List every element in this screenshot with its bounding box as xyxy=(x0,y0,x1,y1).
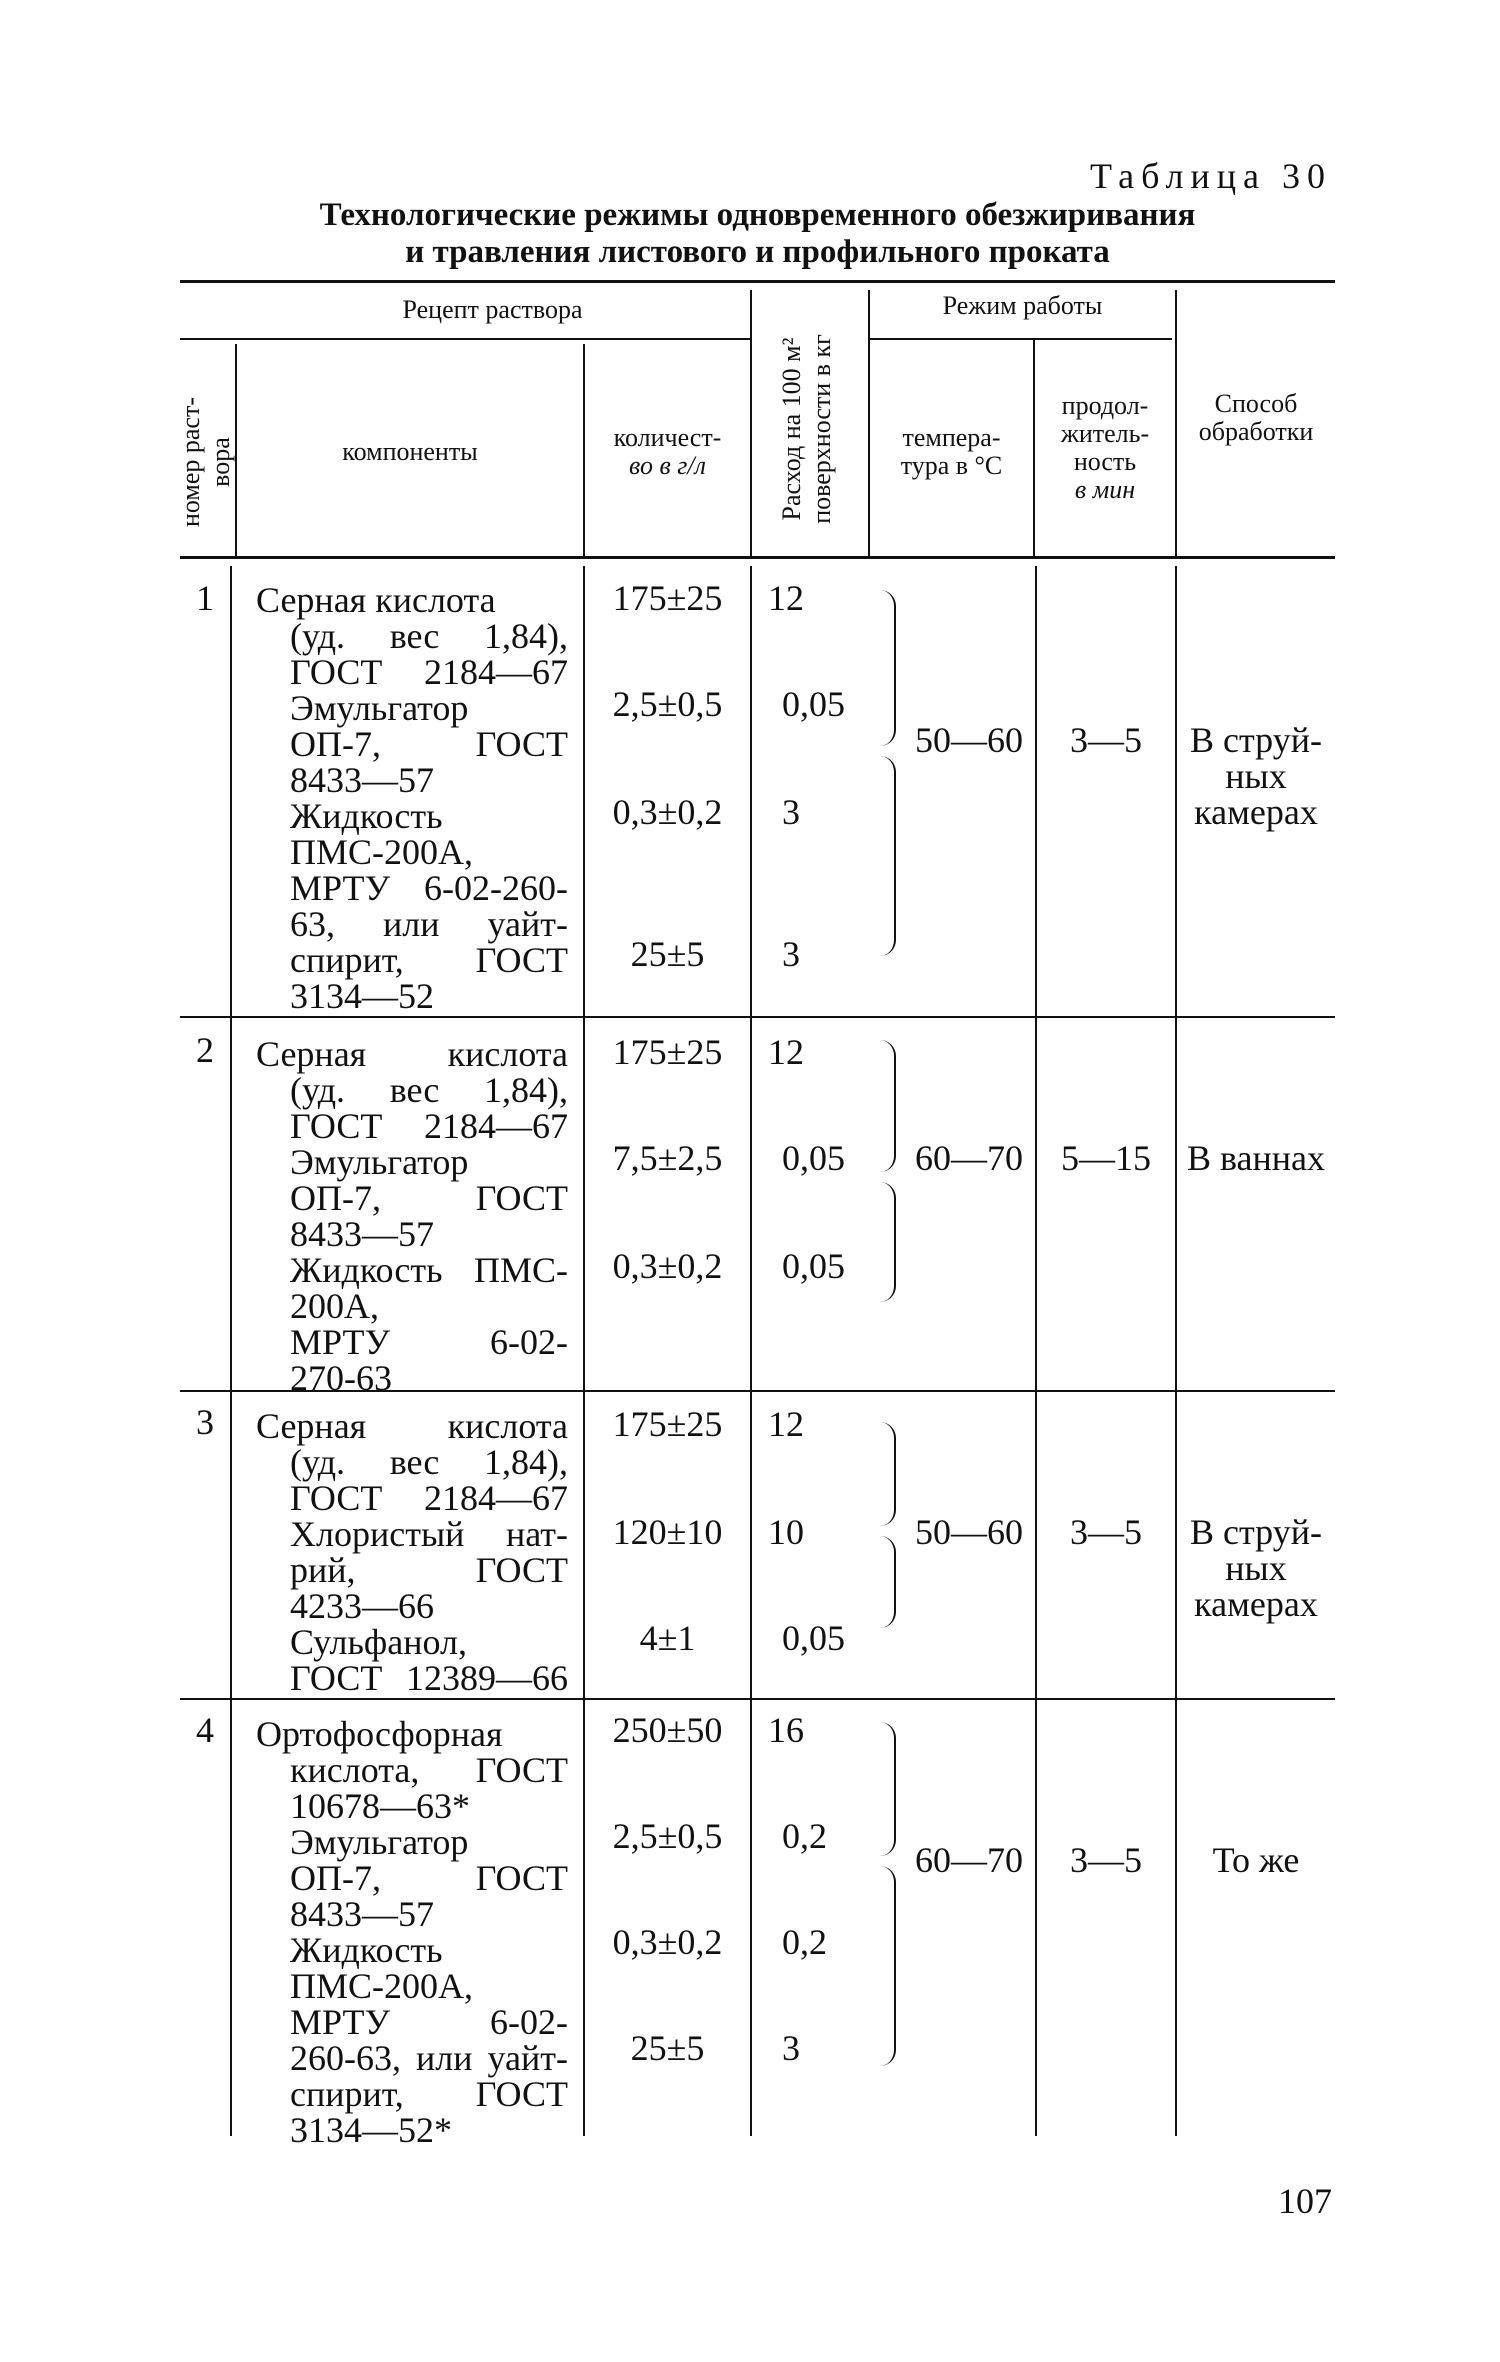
row2-brace-bottom xyxy=(880,1182,896,1302)
component-line: Эмульгатор xyxy=(290,688,469,728)
row3-brace-bottom xyxy=(880,1536,896,1628)
component-line: ГОСТ 2184—67 xyxy=(290,1478,568,1518)
row2-number: 2 xyxy=(196,1030,214,1070)
method-line: ных xyxy=(1225,756,1287,796)
row1-brace-top xyxy=(880,590,896,746)
component-line: 3134—52* xyxy=(290,2110,452,2150)
header-duration-line1: продол- xyxy=(1061,391,1149,420)
row2-qty-2: 7,5±2,5 xyxy=(612,1138,723,1178)
component-line: Серная кислота xyxy=(256,580,496,620)
method-line: ных xyxy=(1225,1548,1287,1588)
component-line: Жидкость xyxy=(290,1930,443,1970)
header-consumption-line2: поверхности в кг xyxy=(807,334,836,524)
component-line: ОП-7, ГОСТ xyxy=(290,1858,568,1898)
row3-qty-2: 120±10 xyxy=(612,1512,723,1552)
row3-brace-top xyxy=(880,1422,896,1526)
component-line: Сульфанол, xyxy=(290,1622,467,1662)
body-sep-quantity xyxy=(750,566,752,2136)
row1-qty-3: 0,3±0,2 xyxy=(612,792,723,832)
component-line: Жидкость ПМС- xyxy=(290,1250,568,1290)
row2-duration: 5—15 xyxy=(1061,1138,1151,1178)
row4-cons-4: 3 xyxy=(782,2028,800,2068)
row1-cons-1: 12 xyxy=(768,578,804,618)
component-line: 260-63, или уайт- xyxy=(290,2038,568,2078)
row1-components xyxy=(256,582,568,1014)
header-quantity-line2: во в г/л xyxy=(629,451,706,480)
component-line: ГОСТ 2184—67 xyxy=(290,1106,568,1146)
component-line: 10678—63* xyxy=(290,1786,470,1826)
row1-temperature: 50—60 xyxy=(915,720,1023,760)
body-sep-number xyxy=(230,566,232,2136)
row4-qty-4: 25±5 xyxy=(630,2028,705,2068)
header-consumption-line1: Расход на 100 м² xyxy=(777,337,806,521)
method-line: В струй- xyxy=(1190,1512,1322,1552)
header-temperature-line2: тура в °C xyxy=(900,451,1003,480)
method-line: То же xyxy=(1212,1840,1300,1880)
component-line: 8433—57 xyxy=(290,1214,434,1254)
row2-cons-1: 12 xyxy=(768,1032,804,1072)
row3-qty-3: 4±1 xyxy=(639,1618,696,1658)
method-line: Способ xyxy=(1214,389,1298,418)
component-line: Ортофосфорная xyxy=(256,1714,503,1754)
row2-components xyxy=(256,1036,568,1396)
component-line: рий, ГОСТ xyxy=(290,1550,568,1590)
component-line: Жидкость xyxy=(290,796,443,836)
row4-qty-1: 250±50 xyxy=(612,1710,723,1750)
row1-cons-4: 3 xyxy=(782,934,800,974)
row4-number: 4 xyxy=(196,1710,214,1750)
header-temperature-line1: темпера- xyxy=(902,423,1001,452)
row4-brace-bottom xyxy=(880,1866,896,2066)
row3-cons-2: 10 xyxy=(768,1512,804,1552)
row4-temperature: 60—70 xyxy=(915,1840,1023,1880)
row4-cons-3: 0,2 xyxy=(782,1922,827,1962)
component-line: 4233—66 xyxy=(290,1586,434,1626)
component-line: Эмульгатор xyxy=(290,1142,469,1182)
header-solution-number xyxy=(176,356,236,568)
row1-number: 1 xyxy=(196,578,214,618)
method-line: В ваннах xyxy=(1186,1138,1326,1178)
method-line: камерах xyxy=(1194,792,1318,832)
row4-components xyxy=(256,1716,568,2148)
row2-temperature: 60—70 xyxy=(915,1138,1023,1178)
component-line: (уд. вес 1,84), xyxy=(290,616,568,656)
component-line: 63, или уайт- xyxy=(290,904,568,944)
component-line: 8433—57 xyxy=(290,760,434,800)
row1-cons-2: 0,05 xyxy=(782,684,845,724)
row1-method xyxy=(1177,722,1335,830)
row4-qty-2: 2,5±0,5 xyxy=(612,1816,723,1856)
component-line: МРТУ 6-02- xyxy=(290,2002,568,2042)
row2-cons-3: 0,05 xyxy=(782,1246,845,1286)
table-top-rule xyxy=(180,280,1335,283)
header-duration-line2: житель- xyxy=(1060,419,1150,448)
row2-qty-1: 175±25 xyxy=(612,1032,723,1072)
row2-cons-2: 0,05 xyxy=(782,1138,845,1178)
header-components: компоненты xyxy=(342,437,478,466)
component-line: кислота, ГОСТ xyxy=(290,1750,568,1790)
row1-qty-1: 175±25 xyxy=(612,578,723,618)
component-line: ГОСТ 2184—67 xyxy=(290,652,568,692)
row3-duration: 3—5 xyxy=(1070,1512,1142,1552)
col-sep-quantity xyxy=(750,290,752,556)
row4-method xyxy=(1177,1842,1335,1878)
row3-components xyxy=(256,1408,568,1696)
row-rule-1 xyxy=(180,1016,1335,1018)
component-line: ОП-7, ГОСТ xyxy=(290,724,568,764)
component-line: 200А, xyxy=(290,1286,379,1326)
header-bottom-rule xyxy=(180,556,1335,559)
row3-qty-1: 175±25 xyxy=(612,1404,723,1444)
header-quantity-line1: количест- xyxy=(613,423,722,452)
recipe-header-rule xyxy=(180,338,750,340)
header-quantity xyxy=(585,424,750,480)
table-title-line1: Технологические режимы одновременного обезжиривания xyxy=(319,197,1196,233)
row1-duration: 3—5 xyxy=(1070,720,1142,760)
component-line: (уд. вес 1,84), xyxy=(290,1070,568,1110)
header-solution-number-line2: вора xyxy=(206,437,235,487)
row3-number: 3 xyxy=(196,1402,214,1442)
component-line: 3134—52 xyxy=(290,976,434,1016)
row1-cons-3: 3 xyxy=(782,792,800,832)
component-line: ОП-7, ГОСТ xyxy=(290,1178,568,1218)
row1-brace-bottom xyxy=(880,756,896,956)
component-line: (уд. вес 1,84), xyxy=(290,1442,568,1482)
component-line: ПМС-200А, xyxy=(290,1966,474,2006)
header-duration xyxy=(1035,392,1175,504)
component-line: МРТУ 6-02- xyxy=(290,1322,568,1362)
component-line: Серная кислота xyxy=(256,1034,568,1074)
row4-brace-top xyxy=(880,1722,896,1856)
component-line: Эмульгатор xyxy=(290,1822,469,1862)
table-title-line2: и травления листового и профильного проката xyxy=(405,234,1110,270)
row4-cons-1: 16 xyxy=(768,1710,804,1750)
row2-qty-3: 0,3±0,2 xyxy=(612,1246,723,1286)
table-number: Таблица 30 xyxy=(1090,156,1332,196)
header-temperature xyxy=(870,424,1033,480)
row3-method xyxy=(1177,1514,1335,1622)
component-line: МРТУ 6-02-260- xyxy=(290,868,568,908)
component-line: ПМС-200А, xyxy=(290,832,474,872)
body-sep-temperature xyxy=(1035,566,1037,2136)
row2-brace-top xyxy=(880,1040,896,1172)
header-consumption xyxy=(777,309,843,549)
component-line: Хлористый нат- xyxy=(290,1514,568,1554)
row3-cons-3: 0,05 xyxy=(782,1618,845,1658)
row3-temperature: 50—60 xyxy=(915,1512,1023,1552)
method-line: камерах xyxy=(1194,1584,1318,1624)
header-method xyxy=(1177,390,1335,446)
component-line: спирит, ГОСТ xyxy=(290,940,568,980)
component-line: Серная кислота xyxy=(256,1406,568,1446)
row4-duration: 3—5 xyxy=(1070,1840,1142,1880)
row-rule-3 xyxy=(180,1698,1335,1700)
page-number: 107 xyxy=(1278,2181,1332,2221)
row4-cons-2: 0,2 xyxy=(782,1816,827,1856)
row1-qty-4: 25±5 xyxy=(630,934,705,974)
row1-qty-2: 2,5±0,5 xyxy=(612,684,723,724)
row4-qty-3: 0,3±0,2 xyxy=(612,1922,723,1962)
col-sep-consumption xyxy=(868,290,870,556)
header-solution-number-line1: номер раст- xyxy=(176,397,205,528)
component-line: ГОСТ 12389—66 xyxy=(290,1658,568,1698)
header-duration-line3: ность xyxy=(1073,447,1137,476)
header-duration-line4: в мин xyxy=(1074,475,1136,504)
row3-cons-1: 12 xyxy=(768,1404,804,1444)
header-recipe: Рецепт раствора xyxy=(402,295,583,324)
mode-header-rule xyxy=(870,338,1172,340)
method-line: В струй- xyxy=(1190,720,1322,760)
row2-method xyxy=(1177,1140,1335,1176)
method-line: обработки xyxy=(1198,417,1314,446)
component-line: 8433—57 xyxy=(290,1894,434,1934)
component-line: спирит, ГОСТ xyxy=(290,2074,568,2114)
header-mode: Режим работы xyxy=(942,291,1103,320)
component-line: 270-63 xyxy=(290,1358,392,1398)
